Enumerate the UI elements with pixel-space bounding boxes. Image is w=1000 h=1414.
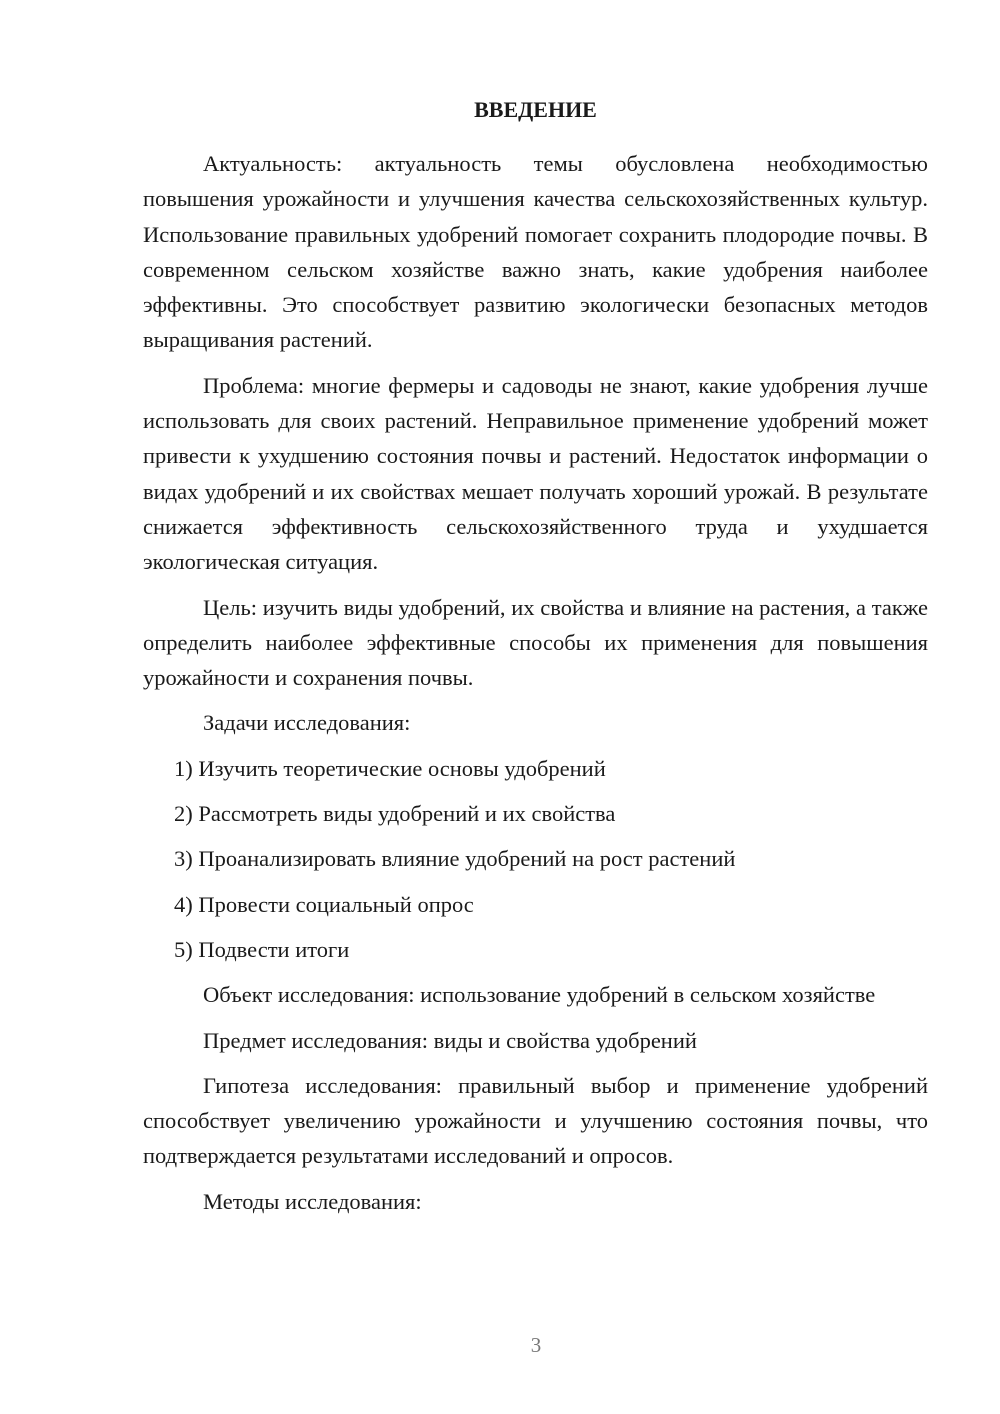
list-item: 1) Изучить теоретические основы удобрений — [174, 755, 606, 781]
object-paragraph: Объект исследования: использование удобрений в сельском хозяйстве — [203, 982, 876, 1008]
section-heading: ВВЕДЕНИЕ — [474, 97, 597, 122]
tasks-list — [143, 751, 928, 967]
list-item: 3) Проанализировать влияние удобрений на рост растений — [174, 846, 736, 872]
relevance-paragraph: Актуальность: актуальность темы обусловлена необходимостью повышения урожайности и улучшения качества сельскохозяйственных культур. Использование правильных удобрений помогает сохранить плодородие почвы. В современном сельском хозяйстве важно знать, какие удобрения наиболее эффективны. Это способствует развитию экологически безопасных методов выращивания растений. — [143, 151, 928, 353]
list-item: 2) Рассмотреть виды удобрений и их свойства — [174, 801, 616, 827]
page-number: 3 — [530, 1333, 542, 1357]
hypothesis-paragraph: Гипотеза исследования: правильный выбор и применение удобрений способствует увеличению урожайности и улучшению состояния почвы, что подтверждается результатами исследований и опросов. — [143, 1072, 928, 1169]
methods-title: Методы исследования: — [203, 1188, 422, 1214]
tasks-title: Задачи исследования: — [203, 710, 411, 736]
document-page — [143, 92, 928, 1229]
list-item: 5) Подвести итоги — [174, 936, 350, 962]
subject-paragraph: Предмет исследования: виды и свойства удобрений — [203, 1027, 697, 1053]
goal-paragraph: Цель: изучить виды удобрений, их свойства и влияние на растения, а также определить наиболее эффективные способы их применения для повышения урожайности и сохранения почвы. — [143, 594, 928, 691]
list-item: 4) Провести социальный опрос — [174, 891, 474, 917]
problem-paragraph: Проблема: многие фермеры и садоводы не знают, какие удобрения лучше использовать для своих растений. Неправильное применение удобрений может привести к ухудшению состояния почвы и растений. Недостаток информации о видах удобрений и их свойствах мешает получать хороший урожай. В результате снижается эффективность сельскохозяйственного труда и ухудшается экологическая ситуация. — [143, 372, 928, 575]
